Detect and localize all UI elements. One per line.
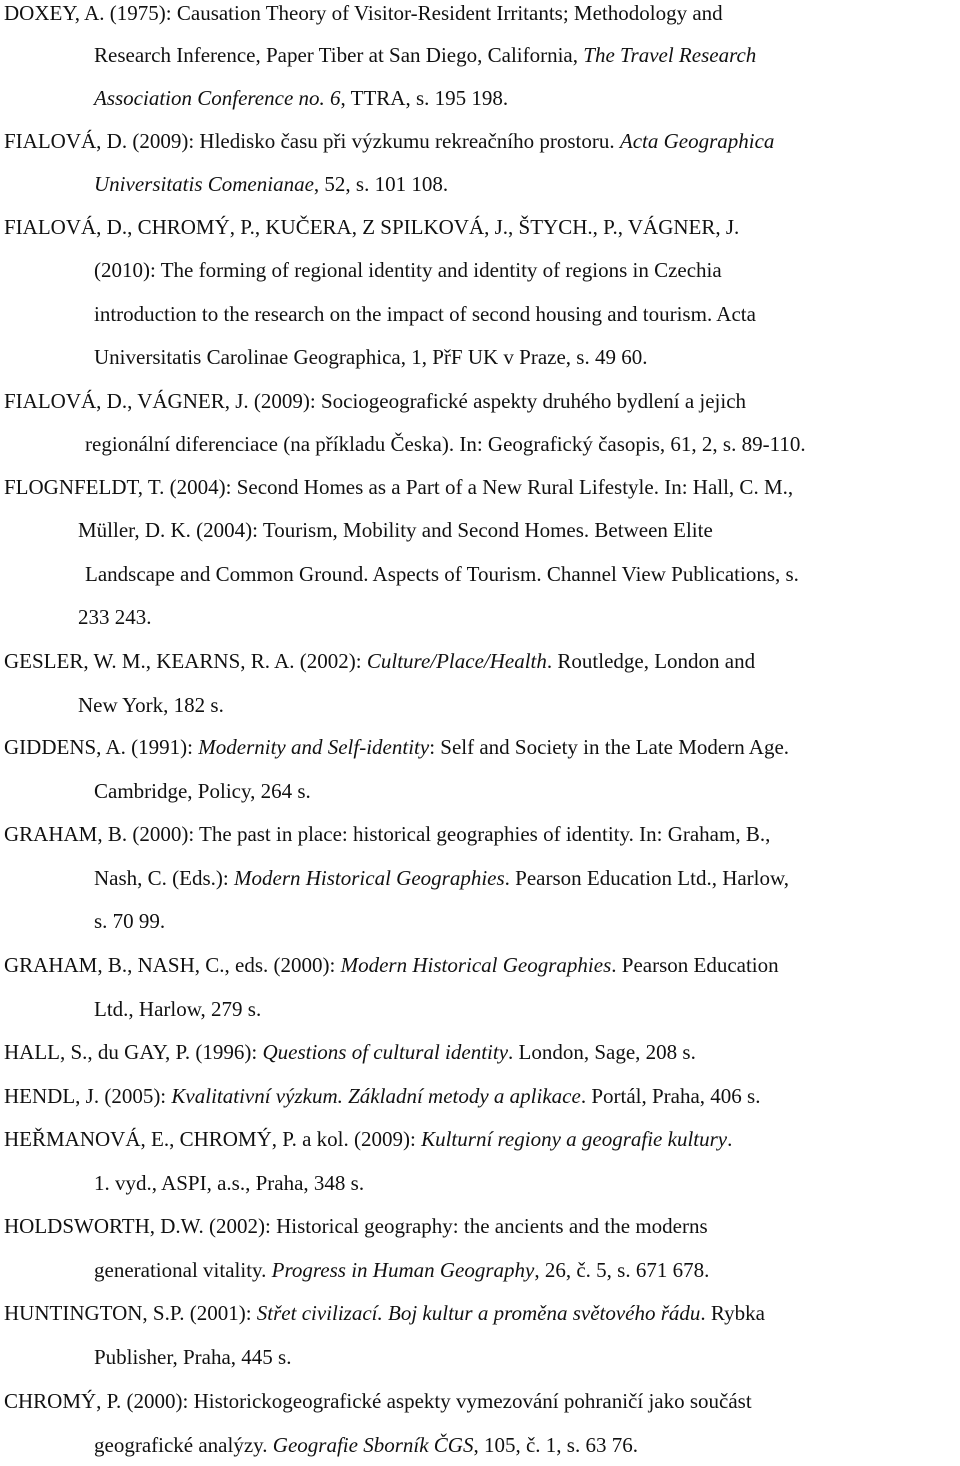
reference-text: FIALOVÁ, D., VÁGNER, J. (2009): Sociogeografické aspekty druhého bydlení a jejich <box>4 389 747 413</box>
reference-line-continuation <box>94 1344 291 1370</box>
reference-text: 1. vyd., ASPI, a.s., Praha, 348 s. <box>94 1171 365 1195</box>
italic-title: Association Conference no. 6 <box>94 86 341 110</box>
reference-text: Universitatis Carolinae Geographica, 1, PřF UK v Praze, s. 49 60. <box>94 345 648 369</box>
reference-line-first <box>4 474 793 500</box>
reference-text: Publisher, Praha, 445 s. <box>94 1345 292 1369</box>
reference-text: (2010): The forming of regional identity and identity of regions in Czechia <box>94 258 722 282</box>
reference-line-first <box>4 388 746 414</box>
reference-text: Nash, C. (Eds.): <box>94 866 234 890</box>
reference-text: New York, 182 s. <box>78 693 224 717</box>
reference-text: DOXEY, A. (1975): Causation Theory of Visitor-Resident Irritants; Methodology and <box>4 1 723 25</box>
reference-text: Research Inference, Paper Tiber at San Diego, California, <box>94 43 584 67</box>
reference-text: regionální diferenciace (na příkladu Česka). In: Geografický časopis, 61, 2, s. 89-110. <box>85 432 806 456</box>
reference-line-continuation <box>78 517 713 543</box>
reference-text: generational vitality. <box>94 1258 272 1282</box>
reference-line-continuation <box>94 257 722 283</box>
reference-text: Landscape and Common Ground. Aspects of Tourism. Channel View Publications, s. <box>85 562 799 586</box>
italic-title: Questions of cultural identity <box>262 1040 509 1064</box>
reference-text: , 52, s. 101 108. <box>313 172 449 196</box>
reference-line-continuation <box>94 85 508 111</box>
reference-text: . Rybka <box>700 1301 765 1325</box>
italic-title: Modernity and Self-identity <box>198 735 430 759</box>
reference-line-continuation <box>94 344 647 370</box>
reference-text: Müller, D. K. (2004): Tourism, Mobility and Second Homes. Between Elite <box>78 518 713 542</box>
reference-text: FIALOVÁ, D. (2009): Hledisko času při výzkumu rekreačního prostoru. <box>4 129 620 153</box>
reference-line-continuation <box>85 431 806 457</box>
reference-line-first <box>4 952 779 978</box>
reference-line-first <box>4 1388 752 1414</box>
reference-line-continuation <box>94 865 789 891</box>
italic-title: Kulturní regiony a geografie kultury <box>421 1127 728 1151</box>
reference-text: 233 243. <box>78 605 152 629</box>
italic-title: Acta Geographica <box>619 129 775 153</box>
reference-text: Ltd., Harlow, 279 s. <box>94 997 262 1021</box>
reference-text: : Self and Society in the Late Modern Age. <box>429 735 790 759</box>
italic-title: Universitatis Comenianae <box>94 172 314 196</box>
reference-line-continuation <box>94 1170 364 1196</box>
reference-line-first <box>4 0 723 26</box>
italic-title: Kvalitativní výzkum. Základní metody a aplikace <box>171 1084 581 1108</box>
reference-line-continuation <box>78 692 224 718</box>
reference-line-continuation <box>94 996 261 1022</box>
reference-line-continuation <box>94 908 165 934</box>
italic-title: Geografie Sborník ČGS <box>272 1433 474 1457</box>
reference-line-continuation <box>94 301 756 327</box>
italic-title: Modern Historical Geographies <box>234 866 505 890</box>
reference-text: . Pearson Education <box>611 953 779 977</box>
reference-text: CHROMÝ, P. (2000): Historickogeografické aspekty vymezování pohraničí jako součást <box>4 1389 752 1413</box>
reference-text: introduction to the research on the impact of second housing and tourism. Acta <box>94 302 756 326</box>
reference-text: HENDL, J. (2005): <box>4 1084 172 1108</box>
reference-text: GIDDENS, A. (1991): <box>4 735 199 759</box>
reference-text: GRAHAM, B. (2000): The past in place: historical geographies of identity. In: Graham, B., <box>4 822 771 846</box>
reference-text: HUNTINGTON, S.P. (2001): <box>4 1301 257 1325</box>
reference-line-continuation <box>78 604 152 630</box>
reference-line-continuation <box>94 171 448 197</box>
reference-text: . Portál, Praha, 406 s. <box>580 1084 761 1108</box>
italic-title: Střet civilizací. Boj kultur a proměna světového řádu <box>256 1301 701 1325</box>
reference-line-continuation <box>85 561 799 587</box>
reference-line-first <box>4 128 774 154</box>
reference-line-continuation <box>94 778 311 804</box>
italic-title: Progress in Human Geography <box>271 1258 535 1282</box>
reference-line-continuation <box>94 1432 638 1458</box>
reference-text: FIALOVÁ, D., CHROMÝ, P., KUČERA, Z SPILKOVÁ, J., ŠTYCH., P., VÁGNER, J. <box>4 215 740 239</box>
reference-text: Cambridge, Policy, 264 s. <box>94 779 311 803</box>
reference-text: , TTRA, s. 195 198. <box>340 86 509 110</box>
reference-text: , 105, č. 1, s. 63 76. <box>473 1433 638 1457</box>
reference-line-first <box>4 1300 765 1326</box>
italic-title: The Travel Research <box>583 43 757 67</box>
italic-title: Culture/Place/Health <box>366 649 547 673</box>
reference-text: HOLDSWORTH, D.W. (2002): Historical geography: the ancients and the moderns <box>4 1214 708 1238</box>
reference-line-first <box>4 821 770 847</box>
reference-line-first <box>4 734 789 760</box>
reference-text: . Routledge, London and <box>546 649 756 673</box>
reference-line-first <box>4 1083 760 1109</box>
reference-line-continuation <box>94 42 756 68</box>
reference-line-first <box>4 648 755 674</box>
reference-text: . <box>727 1127 733 1151</box>
reference-text: GESLER, W. M., KEARNS, R. A. (2002): <box>4 649 367 673</box>
reference-line-first <box>4 1039 696 1065</box>
reference-text: . Pearson Education Ltd., Harlow, <box>504 866 790 890</box>
reference-text: , 26, č. 5, s. 671 678. <box>534 1258 710 1282</box>
reference-text: s. 70 99. <box>94 909 166 933</box>
reference-text: HALL, S., du GAY, P. (1996): <box>4 1040 263 1064</box>
reference-text: geografické analýzy. <box>94 1433 273 1457</box>
reference-text: HEŘMANOVÁ, E., CHROMÝ, P. a kol. (2009): <box>4 1127 422 1151</box>
reference-text: . London, Sage, 208 s. <box>508 1040 696 1064</box>
reference-text: GRAHAM, B., NASH, C., eds. (2000): <box>4 953 341 977</box>
reference-line-first <box>4 1126 732 1152</box>
reference-line-first <box>4 214 739 240</box>
reference-text: FLOGNFELDT, T. (2004): Second Homes as a Part of a New Rural Lifestyle. In: Hall, C. M., <box>4 475 794 499</box>
italic-title: Modern Historical Geographies <box>340 953 612 977</box>
reference-line-continuation <box>94 1257 709 1283</box>
reference-line-first <box>4 1213 708 1239</box>
